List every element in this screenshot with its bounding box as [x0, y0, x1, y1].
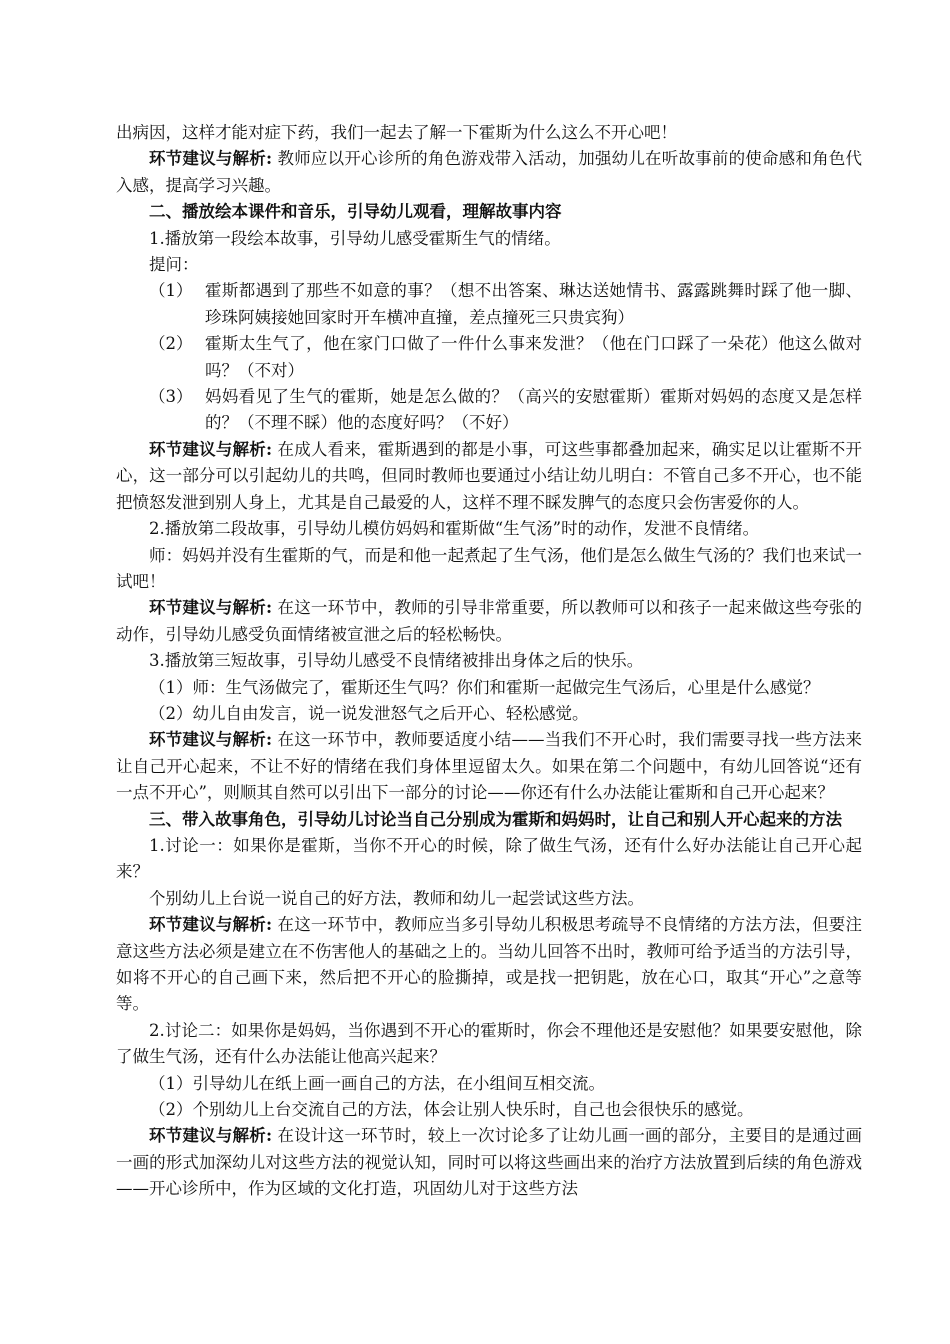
tip-text: 教师应以开心诊所的角色游戏带入活动，加强幼儿在听故事前的使命感和角色代入感，提高学习兴趣。: [116, 149, 863, 195]
tip-label: 环节建议与解析:: [149, 439, 273, 459]
question-item: [116, 331, 862, 384]
document-page: [116, 120, 862, 1203]
tip-text: 在这一环节中，教师应当多引导幼儿积极思考疏导不良情绪的方法方法，但要注意这些方法必须是建立在不伤害他人的基础之上的。当幼儿回答不出时，教师可给予适当的方法引导，如将不开心的自己画下来，然后把不开心的脸撕掉，或是找一把钥匙，放在心口，取其“开心”之意等等。: [116, 915, 863, 1014]
sub-item: （2）幼儿自由发言，说一说发泄怒气之后开心、轻松感觉。: [149, 703, 589, 723]
section-heading: 三、带入故事角色，引导幼儿讨论当自己分别成为霍斯和妈妈时，让自己和别人开心起来的方法: [149, 809, 842, 829]
step-paragraph: 1.讨论一：如果你是霍斯，当你不开心的时候，除了做生气汤，还有什么好办法能让自己开心起来？: [116, 835, 862, 882]
tip-paragraph: [116, 912, 862, 1018]
tip-label: 环节建议与解析:: [149, 730, 273, 750]
question-text: 霍斯太生气了，他在家门口做了一件什么事来发泄？（他在门口踩了一朵花）他这么做对吗？（不对）: [205, 334, 862, 380]
tip-label: 环节建议与解析:: [149, 915, 273, 935]
step-paragraph: 2.讨论二：如果你是妈妈，当你遇到不开心的霍斯时，你会不理他还是安慰他？如果要安慰他，除了做生气汤，还有什么办法能让他高兴起来？: [116, 1020, 862, 1067]
question-number: （2）: [149, 334, 193, 354]
question-number: （1）: [149, 281, 193, 301]
step-paragraph: 1.播放第一段绘本故事，引导幼儿感受霍斯生气的情绪。: [149, 228, 561, 248]
tip-paragraph: [116, 1123, 862, 1202]
tip-paragraph: [116, 146, 862, 199]
question-number: （3）: [149, 387, 193, 407]
section-heading: 二、播放绘本课件和音乐，引导幼儿观看，理解故事内容: [149, 202, 562, 222]
step-paragraph: 2.播放第二段故事，引导幼儿模仿妈妈和霍斯做“生气汤”时的动作，发泄不良情绪。: [149, 519, 760, 539]
sub-item: （1）引导幼儿在纸上画一画自己的方法，在小组间互相交流。: [149, 1073, 605, 1093]
question-text: 霍斯都遇到了那些不如意的事？（想不出答案、琳达送她情书、露露跳舞时踩了他一脚、珍珠阿姨接她回家时开车横冲直撞，差点撞死三只贵宾狗）: [205, 281, 862, 327]
tip-label: 环节建议与解析:: [149, 149, 273, 169]
teacher-line: 师：妈妈并没有生霍斯的气，而是和他一起煮起了生气汤，他们是怎么做生气汤的？我们也来试一试吧！: [116, 545, 862, 591]
tip-text: 在设计这一环节时，较上一次讨论多了让幼儿画一画的部分，主要目的是通过画一画的形式加深幼儿对这些方法的视觉认知，同时可以将这些画出来的治疗方法放置到后续的角色游戏——开心诊所中，作为区域的文化打造，巩固幼儿对于这些方法: [116, 1126, 863, 1199]
ask-label: 提问：: [149, 255, 199, 275]
tip-text: 在成人看来，霍斯遇到的都是小事，可这些事都叠加起来，确实足以让霍斯不开心，这一部分可以引起幼儿的共鸣，但同时教师也要通过小结让幼儿明白：不管自己多不开心，也不能把愤怒发泄到别人身上，尤其是自己最爱的人，这样不理不睬发脾气的态度只会伤害爱你的人。: [116, 439, 863, 512]
step-paragraph: 3.播放第三短故事，引导幼儿感受不良情绪被排出身体之后的快乐。: [149, 651, 644, 671]
tip-text: 在这一环节中，教师要适度小结——当我们不开心时，我们需要寻找一些方法来让自己开心起来，不让不好的情绪在我们身体里逗留太久。如果在第二个问题中，有幼儿回答说“还有一点不开心”，则顺其自然可以引出下一部分的讨论——你还有什么办法能让霍斯和自己开心起来？: [116, 730, 863, 803]
tip-label: 环节建议与解析:: [149, 1126, 273, 1146]
tip-text: 在这一环节中，教师的引导非常重要，所以教师可以和孩子一起来做这些夸张的动作，引导幼儿感受负面情绪被宣泄之后的轻松畅快。: [116, 598, 863, 644]
tip-paragraph: [116, 437, 862, 516]
step-paragraph: 个别幼儿上台说一说自己的好方法，教师和幼儿一起尝试这些方法。: [149, 888, 644, 908]
question-text: 妈妈看见了生气的霍斯，她是怎么做的？（高兴的安慰霍斯）霍斯对妈妈的态度又是怎样的？（不理不睬）他的态度好吗？（不好）: [205, 387, 862, 433]
tip-label: 环节建议与解析:: [149, 598, 273, 618]
tip-paragraph: [116, 727, 862, 806]
sub-item: （1）师：生气汤做完了，霍斯还生气吗？你们和霍斯一起做完生气汤后，心里是什么感觉？: [149, 677, 820, 697]
sub-item: （2）个别幼儿上台交流自己的方法，体会让别人快乐时，自己也会很快乐的感觉。: [149, 1100, 754, 1120]
question-item: [116, 278, 862, 331]
tip-paragraph: [116, 595, 862, 648]
question-item: [116, 384, 862, 437]
paragraph: 出病因，这样才能对症下药，我们一起去了解一下霍斯为什么这么不开心吧！: [116, 123, 677, 142]
